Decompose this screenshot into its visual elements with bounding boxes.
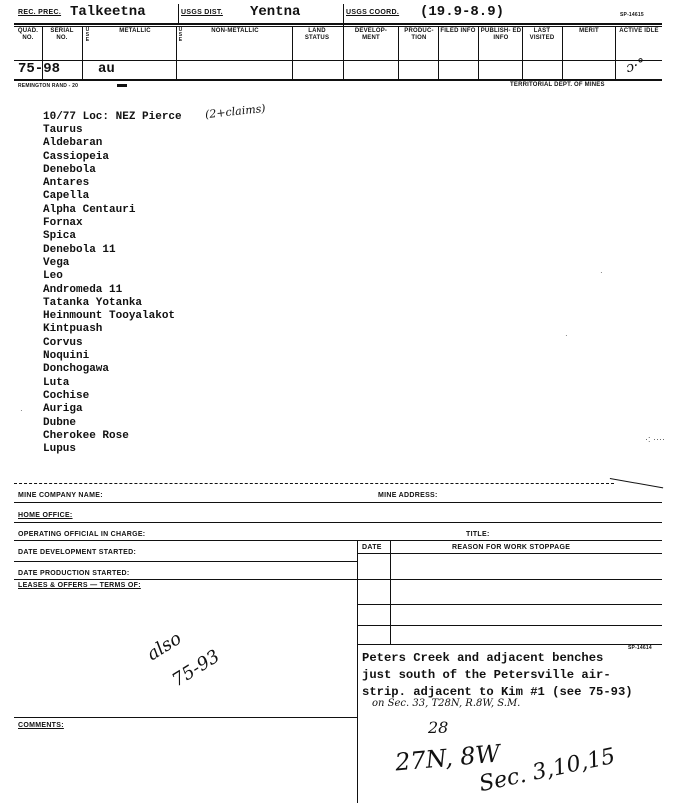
serial-no-label: SERIAL NO.	[50, 28, 74, 41]
claim-name: Cochise	[43, 389, 90, 402]
usgs-dist-label: USGS DIST.	[181, 9, 223, 16]
claim-name: Noquini	[43, 350, 90, 363]
operating-official-label: OPERATING OFFICIAL IN CHARGE:	[18, 531, 146, 538]
also-ref: 75-93	[168, 645, 224, 692]
claim-name: Donchogawa	[43, 363, 110, 376]
loc-note: (2+claims)	[204, 101, 267, 122]
mine-company-name-label: MINE COMPANY NAME:	[18, 492, 103, 499]
description-line: Peters Creek and adjacent benches	[362, 651, 604, 665]
rec-prec-label: REC. PREC.	[18, 9, 62, 16]
active-idle-mark: ɔ·°	[624, 55, 648, 77]
claim-name: Cherokee Rose	[43, 429, 129, 442]
claim-name: Denebola	[43, 163, 96, 176]
use-label-2: U S E	[178, 27, 183, 43]
description	[362, 650, 633, 701]
form-number-2: SP-14614	[628, 645, 652, 651]
comments-label: COMMENTS:	[18, 722, 64, 729]
leases-label: LEASES & OFFERS — TERMS OF:	[18, 582, 141, 589]
merit-label: MERIT	[579, 28, 599, 34]
rec-prec-value: Talkeetna	[70, 4, 146, 20]
scan-speck: ·	[20, 406, 23, 415]
col-divider	[292, 26, 293, 79]
mine-address-label: MINE ADDRESS:	[378, 492, 438, 499]
claim-name: Auriga	[43, 403, 83, 416]
claim-name: Tatanka Yotanka	[43, 296, 143, 309]
hand-sections: Sec. 3,10,15	[476, 743, 618, 798]
scan-speck: ·	[565, 331, 568, 340]
date-col-label: DATE	[362, 544, 382, 551]
claim-name: Andromeda 11	[43, 283, 123, 296]
use-label: U S E	[85, 27, 90, 43]
active-idle-label: ACTIVE IDLE	[619, 28, 659, 34]
printer-mark: REMINGTON RAND - 20	[18, 83, 79, 89]
claim-name: Aldebaran	[43, 137, 103, 150]
col-divider	[562, 26, 563, 79]
col-divider	[178, 4, 179, 24]
non-metallic-label: NON-METALLIC	[211, 28, 259, 34]
claim-name: Lupus	[43, 443, 77, 456]
territorial-dept: TERRITORIAL DEPT. OF MINES	[510, 82, 605, 88]
usgs-coord-label: USGS COORD.	[346, 9, 400, 16]
claim-name: Corvus	[43, 336, 83, 349]
production-label: PRODUC- TION	[404, 28, 434, 41]
quad-no-label: QUAD. NO.	[17, 28, 39, 41]
last-visited-label: LAST VISITED	[529, 28, 555, 41]
col-divider	[438, 26, 439, 79]
footer-rule-curl	[607, 478, 663, 504]
claim-name: Heinmount Tooyalakot	[43, 310, 176, 323]
claim-name: Leo	[43, 270, 63, 283]
usgs-dist-value: Yentna	[250, 4, 301, 20]
scan-speck: ·: ····	[645, 434, 665, 444]
claims-list	[43, 124, 175, 456]
rule	[357, 644, 662, 645]
claim-name: Dubne	[43, 416, 77, 429]
claim-name: Kintpuash	[43, 323, 103, 336]
filed-info-label: FILED INFO	[440, 28, 476, 34]
claim-name: Luta	[43, 376, 70, 389]
claim-name: Cassiopeia	[43, 150, 110, 163]
rule	[14, 522, 662, 523]
claim-name: Spica	[43, 230, 77, 243]
claim-name: Fornax	[43, 217, 83, 230]
dev-started-label: DATE DEVELOPMENT STARTED:	[18, 549, 137, 556]
home-office-label: HOME OFFICE:	[18, 512, 73, 519]
rule	[14, 717, 357, 718]
hand-28: 28	[428, 718, 449, 737]
column-divider-date	[390, 540, 391, 644]
printer-mark-block	[117, 84, 127, 87]
col-divider	[176, 26, 177, 79]
col-divider	[615, 26, 616, 79]
description-line: just south of the Petersville air-	[362, 668, 611, 682]
claim-name: Taurus	[43, 124, 83, 136]
land-status-label: LAND STATUS	[304, 28, 330, 41]
col-divider	[343, 4, 344, 79]
location-note: on Sec. 33, T28N, R.8W, S.M.	[372, 698, 521, 709]
published-info-label: PUBLISH- ED INFO	[480, 28, 522, 41]
form-number: SP-14615	[620, 12, 644, 18]
header-rule-bottom	[14, 79, 662, 81]
also-note: also	[143, 627, 186, 666]
loc-line: 10/77 Loc: NEZ Pierce	[43, 111, 182, 123]
rule	[357, 625, 662, 626]
claim-name: Antares	[43, 177, 90, 190]
claim-name: Vega	[43, 256, 70, 269]
title-label: TITLE:	[466, 531, 490, 538]
rule	[14, 579, 662, 580]
scan-speck: ·	[600, 268, 603, 277]
description-line: strip. adjacent to Kim #1 (see 75-93)	[362, 685, 633, 699]
rule	[14, 540, 662, 541]
claim-name: Denebola 11	[43, 243, 116, 256]
hand-township: 27N, 8W	[393, 739, 502, 777]
usgs-coord-value: (19.9-8.9)	[420, 4, 505, 20]
col-divider	[522, 26, 523, 79]
col-divider	[478, 26, 479, 79]
header-rule-top	[14, 23, 662, 25]
rule	[14, 502, 662, 503]
rule	[357, 553, 662, 554]
col-divider	[82, 26, 83, 79]
serial-value: au	[98, 61, 115, 77]
header-rule-2	[14, 26, 662, 27]
rule	[357, 604, 662, 605]
quad-no-value: 75-98	[18, 61, 61, 77]
footer-rule-top	[14, 483, 614, 484]
metallic-label: METALLIC	[119, 28, 151, 34]
development-label: DEVELOP- MENT	[354, 28, 388, 41]
claim-name: Alpha Centauri	[43, 203, 136, 216]
claim-name: Capella	[43, 190, 90, 203]
col-divider	[398, 26, 399, 79]
rule	[14, 561, 357, 562]
prod-started-label: DATE PRODUCTION STARTED:	[18, 570, 130, 577]
reason-col-label: REASON FOR WORK STOPPAGE	[452, 544, 571, 551]
